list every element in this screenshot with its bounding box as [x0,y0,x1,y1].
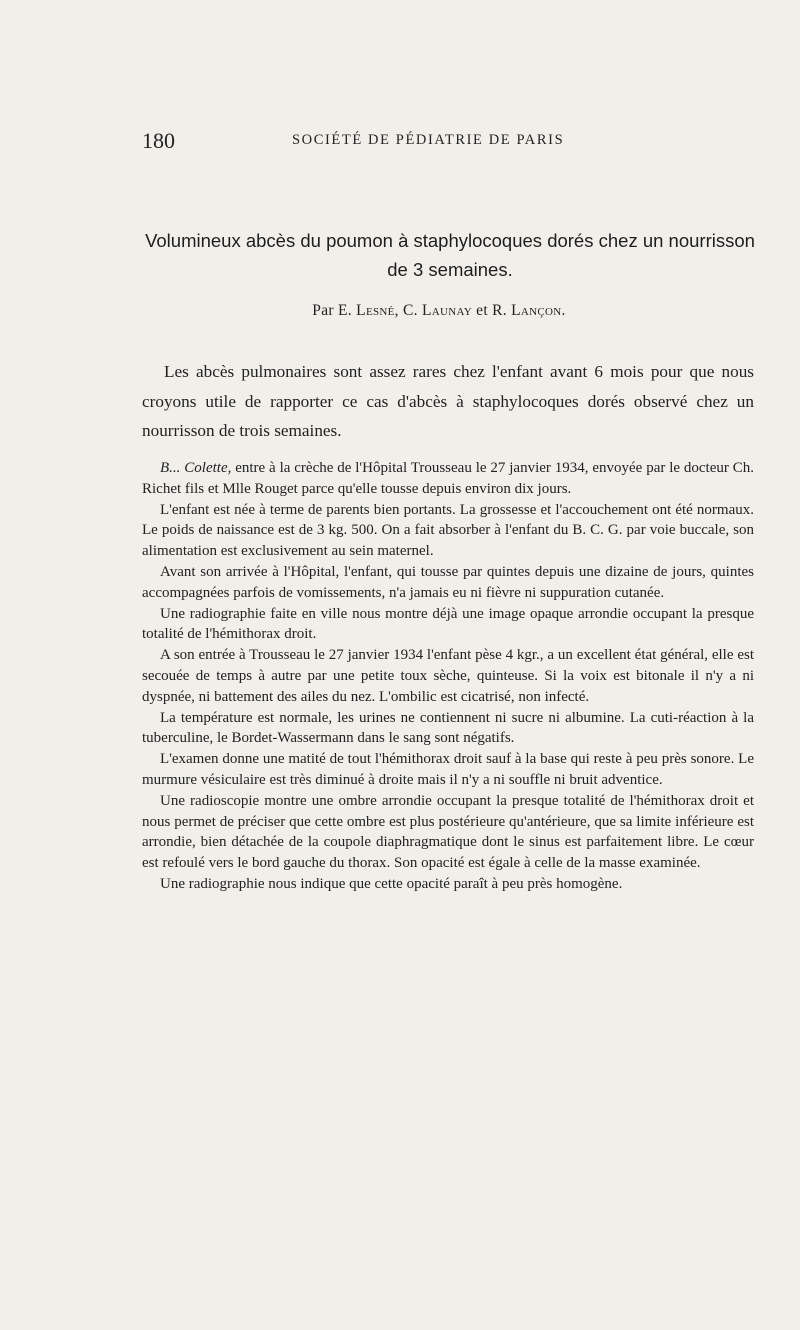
body-paragraph: Une radiographie nous indique que cette opacité paraît à peu près homogène. [160,875,623,892]
author-launay: Launay [422,302,472,319]
authors-prefix: Par E. [312,302,352,319]
body-paragraph: A son entrée à Trousseau le 27 janvier 1934 l'enfant pèse 4 kgr., a un excellent état général, elle est secouée de temps à autre par une petite toux sèche, quinteuse. Si la voix est bitonale il n'y a ni dyspnée, ni battement des ailes du nez. L'ombilic est cicatrisé, non infecté. [142,647,754,705]
case-report-body [142,458,754,895]
body-paragraph: L'examen donne une matité de tout l'hémithorax droit sauf à la base qui reste à peu près sonore. Le murmure vésiculaire est très diminué à droite mais il n'y a ni souffle ni bruit adventice. [142,751,754,788]
body-paragraph: La température est normale, les urines ne contiennent ni sucre ni albumine. La cuti-réaction à la tuberculine, le Bordet-Wassermann dans le sang sont négatifs. [142,709,754,747]
article-title: Volumineux abcès du poumon à staphylocoques dorés chez un nourrisson de 3 semaines. [145,230,755,280]
intro-section [142,357,754,446]
case-intro-text: entre à la crèche de l'Hôpital Trousseau le 27 janvier 1934, envoyée par le docteur Ch. Richet fils et Mlle Rouget parce qu'elle tousse depuis environ dix jours. [142,460,754,497]
body-paragraph: Avant son arrivée à l'Hôpital, l'enfant, qui tousse par quintes depuis une dizaine de jours, quintes accompagnées parfois de vomissements, n'a jamais eu ni fièvre ni suppuration cutanée. [142,563,754,601]
case-paragraph [142,458,754,500]
body-paragraph: Une radiographie faite en ville nous montre déjà une image opaque arrondie occupant la presque totalité de l'hémithorax droit. [142,605,754,643]
article-authors [142,302,736,320]
body-paragraph: L'enfant est née à terme de parents bien portants. La grossesse et l'accouchement ont été normaux. Le poids de naissance est de 3 kg. 500. On a fait absorber à l'enfant du B. C. G. par voie buccale, son alimentation est exclusivement au sein maternel. [142,501,754,560]
patient-name: B... Colette, [160,460,232,476]
running-title: SOCIÉTÉ DE PÉDIATRIE DE PARIS [292,132,565,148]
authors-sep-1: , C. [394,302,418,319]
page-number: 180 [142,128,175,153]
page-header [142,128,736,158]
authors-sep-2: et R. [471,302,507,319]
authors-suffix: . [561,302,566,319]
author-lesne: Lesné [356,302,395,319]
body-paragraph: Une radioscopie montre une ombre arrondie occupant la presque totalité de l'hémithorax droit et nous permet de préciser que cette ombre est plus postérieure qu'antérieure, que sa limite inférieure est arrondie, bien détachée de la coupole diaphragmatique dont le sinus est parfaitement libre. Le cœur est refoulé vers le bord gauche du thorax. Son opacité est égale à celle de la masse examinée. [142,792,754,872]
author-lancon: Lançon [511,302,562,319]
intro-paragraph: Les abcès pulmonaires sont assez rares chez l'enfant avant 6 mois pour que nous croyons utile de rapporter ce cas d'abcès à staphylocoques dorés observé chez un nourrisson de trois semaines. [142,362,754,440]
